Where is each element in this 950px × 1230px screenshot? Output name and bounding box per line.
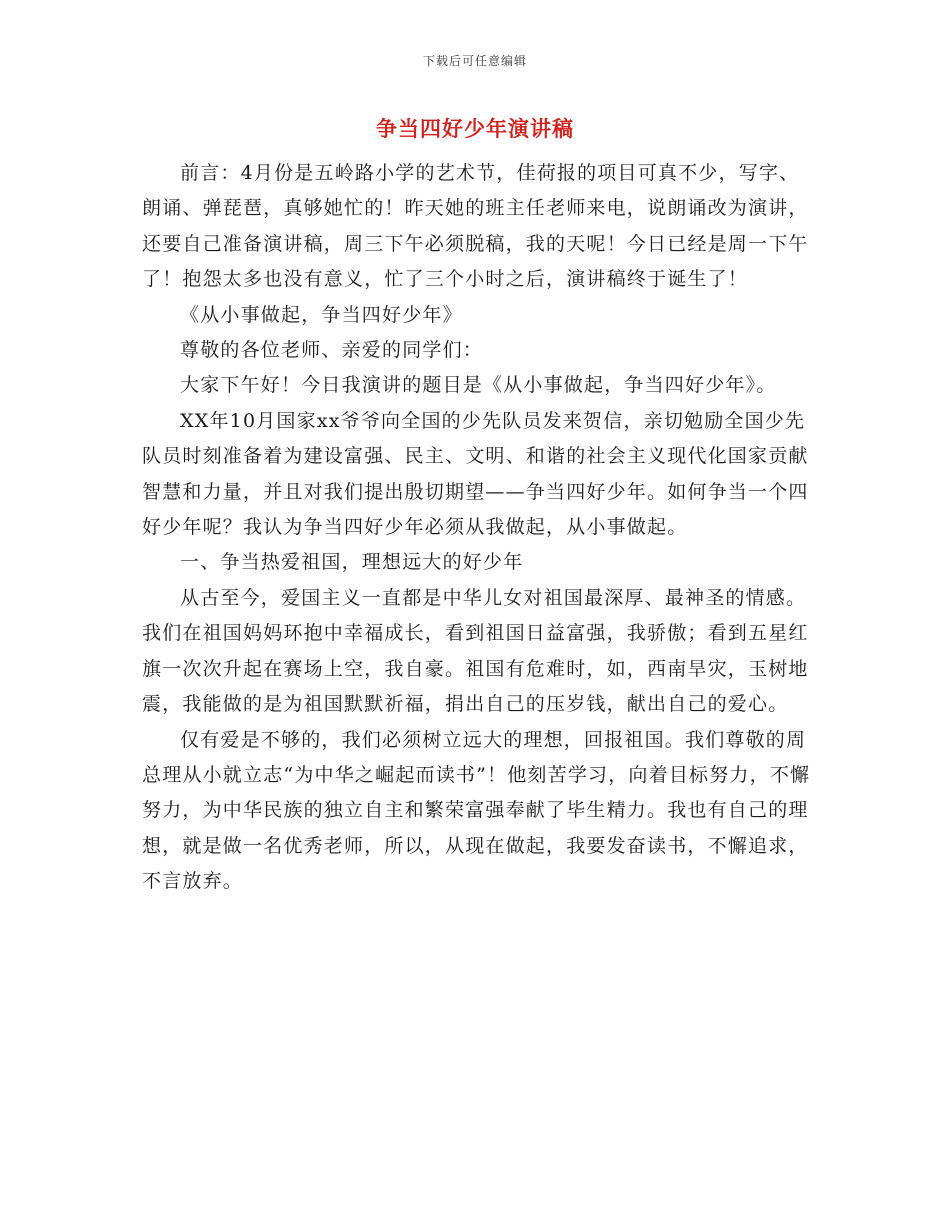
document-title: 争当四好少年演讲稿 xyxy=(376,116,574,141)
header-note: 下载后可任意编辑 xyxy=(422,54,527,68)
paragraph-section-heading: 一、争当热爱祖国，理想远大的好少年 xyxy=(180,551,524,574)
paragraph-background: XX年10月国家xx爷爷向全国的少先队员发来贺信，亲切勉励全国少先队员时刻准备着为建设富强、民主、文明、和谐的社会主义现代化国家贡献智慧和力量，并且对我们提出殷切期望——争当四好少年。如何争当一个四好少年呢？我认为争当四好少年必须从我做起，从小事做起。 xyxy=(142,409,809,539)
paragraph-patriotism: 从古至今，爱国主义一直都是中华儿女对祖国最深厚、最神圣的情感。我们在祖国妈妈环抱中幸福成长，看到祖国日益富强，我骄傲；看到五星红旗一次次升起在赛场上空，我自豪。祖国有危难时，如，西南旱灾，玉树地震，我能做的是为祖国默默祈福，捐出自己的压岁钱，献出自己的爱心。 xyxy=(142,586,809,716)
paragraph-greeting: 大家下午好！今日我演讲的题目是《从小事做起，争当四好少年》。 xyxy=(180,374,777,397)
document-body xyxy=(142,156,812,900)
paragraph-speech-title: 《从小事做起，争当四好少年》 xyxy=(180,303,463,326)
paragraph-preface: 前言：4月份是五岭路小学的艺术节，佳荷报的项目可真不少，写字、朗诵、弹琵琶，真够她忙的！昨天她的班主任老师来电，说朗诵改为演讲，还要自己准备演讲稿，周三下午必须脱稿，我的天呢！今日已经是周一下午了！抱怨太多也没有意义，忙了三个小时之后，演讲稿终于诞生了！ xyxy=(142,162,809,291)
paragraph-ideals: 仅有爱是不够的，我们必须树立远大的理想，回报祖国。我们尊敬的周总理从小就立志“为中华之崛起而读书”！他刻苦学习，向着目标努力，不懈努力，为中华民族的独立自主和繁荣富强奉献了毕生精力。我也有自己的理想，就是做一名优秀老师，所以，从现在做起，我要发奋读书，不懈追求，不言放弃。 xyxy=(142,728,811,893)
paragraph-salutation: 尊敬的各位老师、亲爱的同学们： xyxy=(180,339,484,362)
